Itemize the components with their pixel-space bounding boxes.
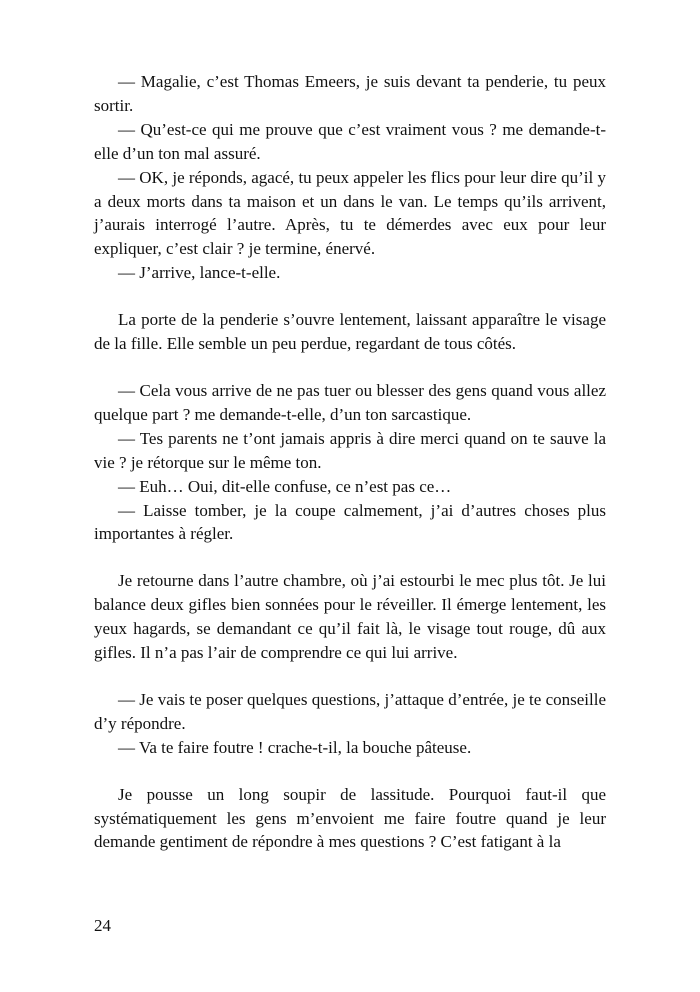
narrative-paragraph: Je retourne dans l’autre chambre, où j’ai estourbi le mec plus tôt. Je lui balance deux gifles bien sonnées pour le réveiller. Il émerge lentement, les yeux hagards, se demandant ce qu’il fait là, le visage tout rouge, dû aux gifles. Il n’a pas l’air de comprendre ce qui lui arrive. [94, 571, 606, 663]
dialogue-line: — Je vais te poser quelques questions, j’attaque d’entrée, je te conseille d’y répondre. [94, 689, 606, 733]
dialogue-line: — Euh… Oui, dit-elle confuse, ce n’est pas ce… [118, 476, 452, 496]
narrative-paragraph: La porte de la penderie s’ouvre lentement, laissant apparaître le visage de la fille. Elle semble un peu perdue, regardant de tous côtés. [94, 310, 606, 354]
dialogue-line: — Va te faire foutre ! crache-t-il, la bouche pâteuse. [118, 737, 472, 757]
dialogue-line: — Cela vous arrive de ne pas tuer ou blesser des gens quand vous allez quelque part ? me demande-t-elle, d’un ton sarcastique. [94, 380, 606, 424]
page-number: 24 [94, 916, 111, 935]
dialogue-line: — OK, je réponds, agacé, tu peux appeler les flics pour leur dire qu’il y a deux morts dans ta maison et un dans le van. Le temps qu’ils arrivent, j’aurais interrogé l’autre. Après, tu te démerdes avec eux pour leur expliquer, c’est clair ? je termine, énervé. [94, 167, 606, 259]
dialogue-line: — Qu’est-ce qui me prouve que c’est vraiment vous ? me demande-t-elle d’un ton mal assuré. [94, 119, 606, 163]
page-body [94, 70, 606, 854]
dialogue-line: — J’arrive, lance-t-elle. [118, 263, 281, 283]
dialogue-line: — Tes parents ne t’ont jamais appris à dire merci quand on te sauve la vie ? je rétorque sur le même ton. [94, 428, 606, 472]
dialogue-line: — Laisse tomber, je la coupe calmement, j’ai d’autres choses plus importantes à régler. [94, 500, 606, 544]
dialogue-line: — Magalie, c’est Thomas Emeers, je suis devant ta penderie, tu peux sortir. [94, 72, 606, 115]
narrative-paragraph: Je pousse un long soupir de lassitude. Pourquoi faut-il que systématiquement les gens m’envoient me faire foutre quand je leur demande gentiment de répondre à mes questions ? C’est fatigant à la [94, 784, 606, 852]
